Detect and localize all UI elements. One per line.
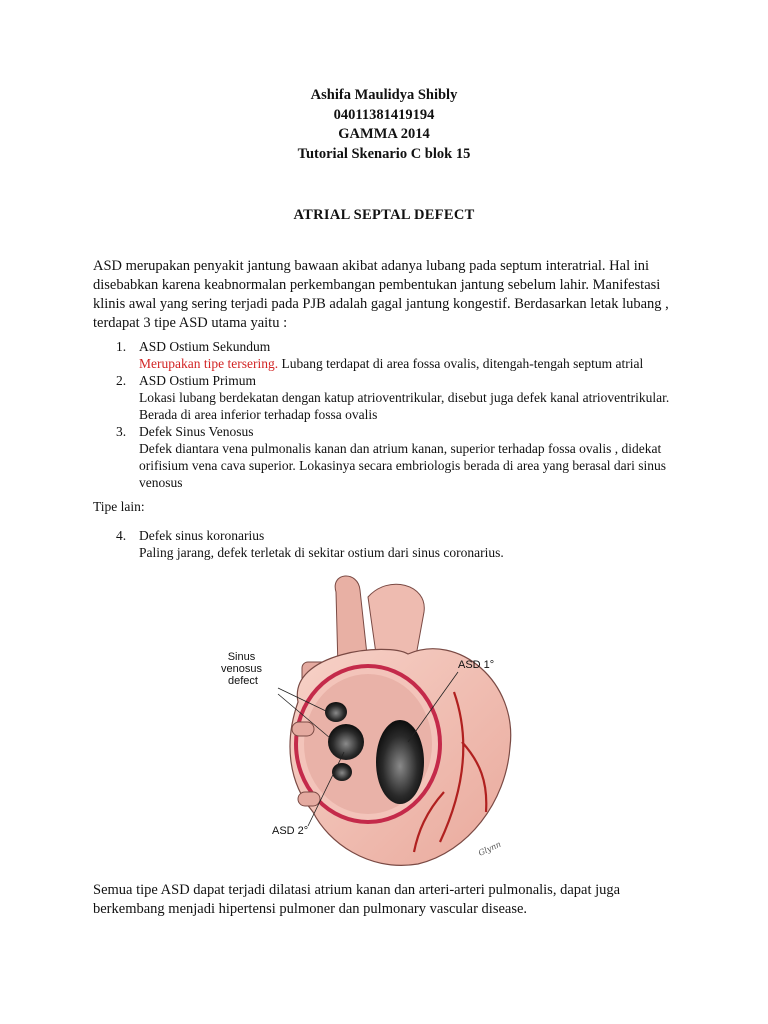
author-header bbox=[0, 86, 768, 164]
sinus-venosus-hole bbox=[325, 702, 347, 722]
highlight-text: Merupakan tipe tersering. bbox=[139, 356, 279, 371]
list-number: 4. bbox=[116, 528, 127, 543]
main-types-list bbox=[93, 338, 693, 491]
list-number: 3. bbox=[116, 424, 127, 439]
type-name: Defek sinus koronarius bbox=[139, 528, 265, 543]
group-name: GAMMA 2014 bbox=[338, 126, 430, 142]
type-description bbox=[139, 355, 693, 372]
list-number: 2. bbox=[116, 373, 127, 388]
asd-secundum-hole bbox=[328, 724, 364, 760]
student-id: 04011381419194 bbox=[333, 106, 435, 123]
asd-2-label: ASD 2° bbox=[272, 825, 309, 837]
list-number: 1. bbox=[116, 339, 127, 354]
type-name: ASD Ostium Primum bbox=[139, 373, 257, 388]
intro-paragraph: ASD merupakan penyakit jantung bawaan akibat adanya lubang pada septum interatrial. Hal ini disebabkan karena keabnormalan perkembangan pembentukan jantung sebelum lahir. Manifestasi klinis awal yang sering terjadi pada PJB adalah gagal jantung kongestif. Berdasarkan letak lubang , terdapat 3 tipe ASD utama yaitu : bbox=[93, 258, 669, 331]
asd-1-label: ASD 1° bbox=[458, 659, 495, 671]
type-name: ASD Ostium Sekundum bbox=[139, 339, 271, 354]
list-item bbox=[93, 338, 693, 372]
list-item bbox=[93, 423, 693, 491]
type-description-text: Lubang terdapat di area fossa ovalis, ditengah-tengah septum atrial bbox=[278, 356, 644, 371]
author-name: Ashifa Maulidya Shibly bbox=[310, 87, 458, 103]
illustrator-signature: Glynn bbox=[477, 839, 503, 858]
type-name: Defek Sinus Venosus bbox=[139, 424, 254, 439]
sinus-venosus-label: Sinus venosus defect bbox=[220, 651, 262, 687]
other-types-list bbox=[93, 527, 693, 561]
type-description: Lokasi lubang berdekatan dengan katup atrioventrikular, disebut juga defek kanal atrioventrikular. Berada di area inferior terhadap fossa ovalis bbox=[139, 390, 670, 422]
course-name: Tutorial Skenario C blok 15 bbox=[297, 145, 471, 162]
list-item bbox=[93, 372, 693, 423]
heart-illustration bbox=[218, 572, 528, 872]
asd-primum-hole bbox=[376, 720, 424, 804]
type-description: Paling jarang, defek terletak di sekitar ostium dari sinus coronarius. bbox=[139, 545, 504, 560]
document-title: ATRIAL SEPTAL DEFECT bbox=[293, 207, 475, 223]
other-types-label: Tipe lain: bbox=[93, 499, 145, 514]
list-item bbox=[93, 527, 693, 561]
closing-paragraph: Semua tipe ASD dapat terjadi dilatasi atrium kanan dan arteri-arteri pulmonalis, dapat juga berkembang menjadi hipertensi pulmoner dan pulmonary vascular disease. bbox=[93, 882, 621, 917]
type-description: Defek diantara vena pulmonalis kanan dan atrium kanan, superior terhadap fossa ovalis , didekat orifisium vena cava superior. Lokasinya secara embriologis berada di area yang berasal dari sinus venosus bbox=[139, 441, 667, 490]
